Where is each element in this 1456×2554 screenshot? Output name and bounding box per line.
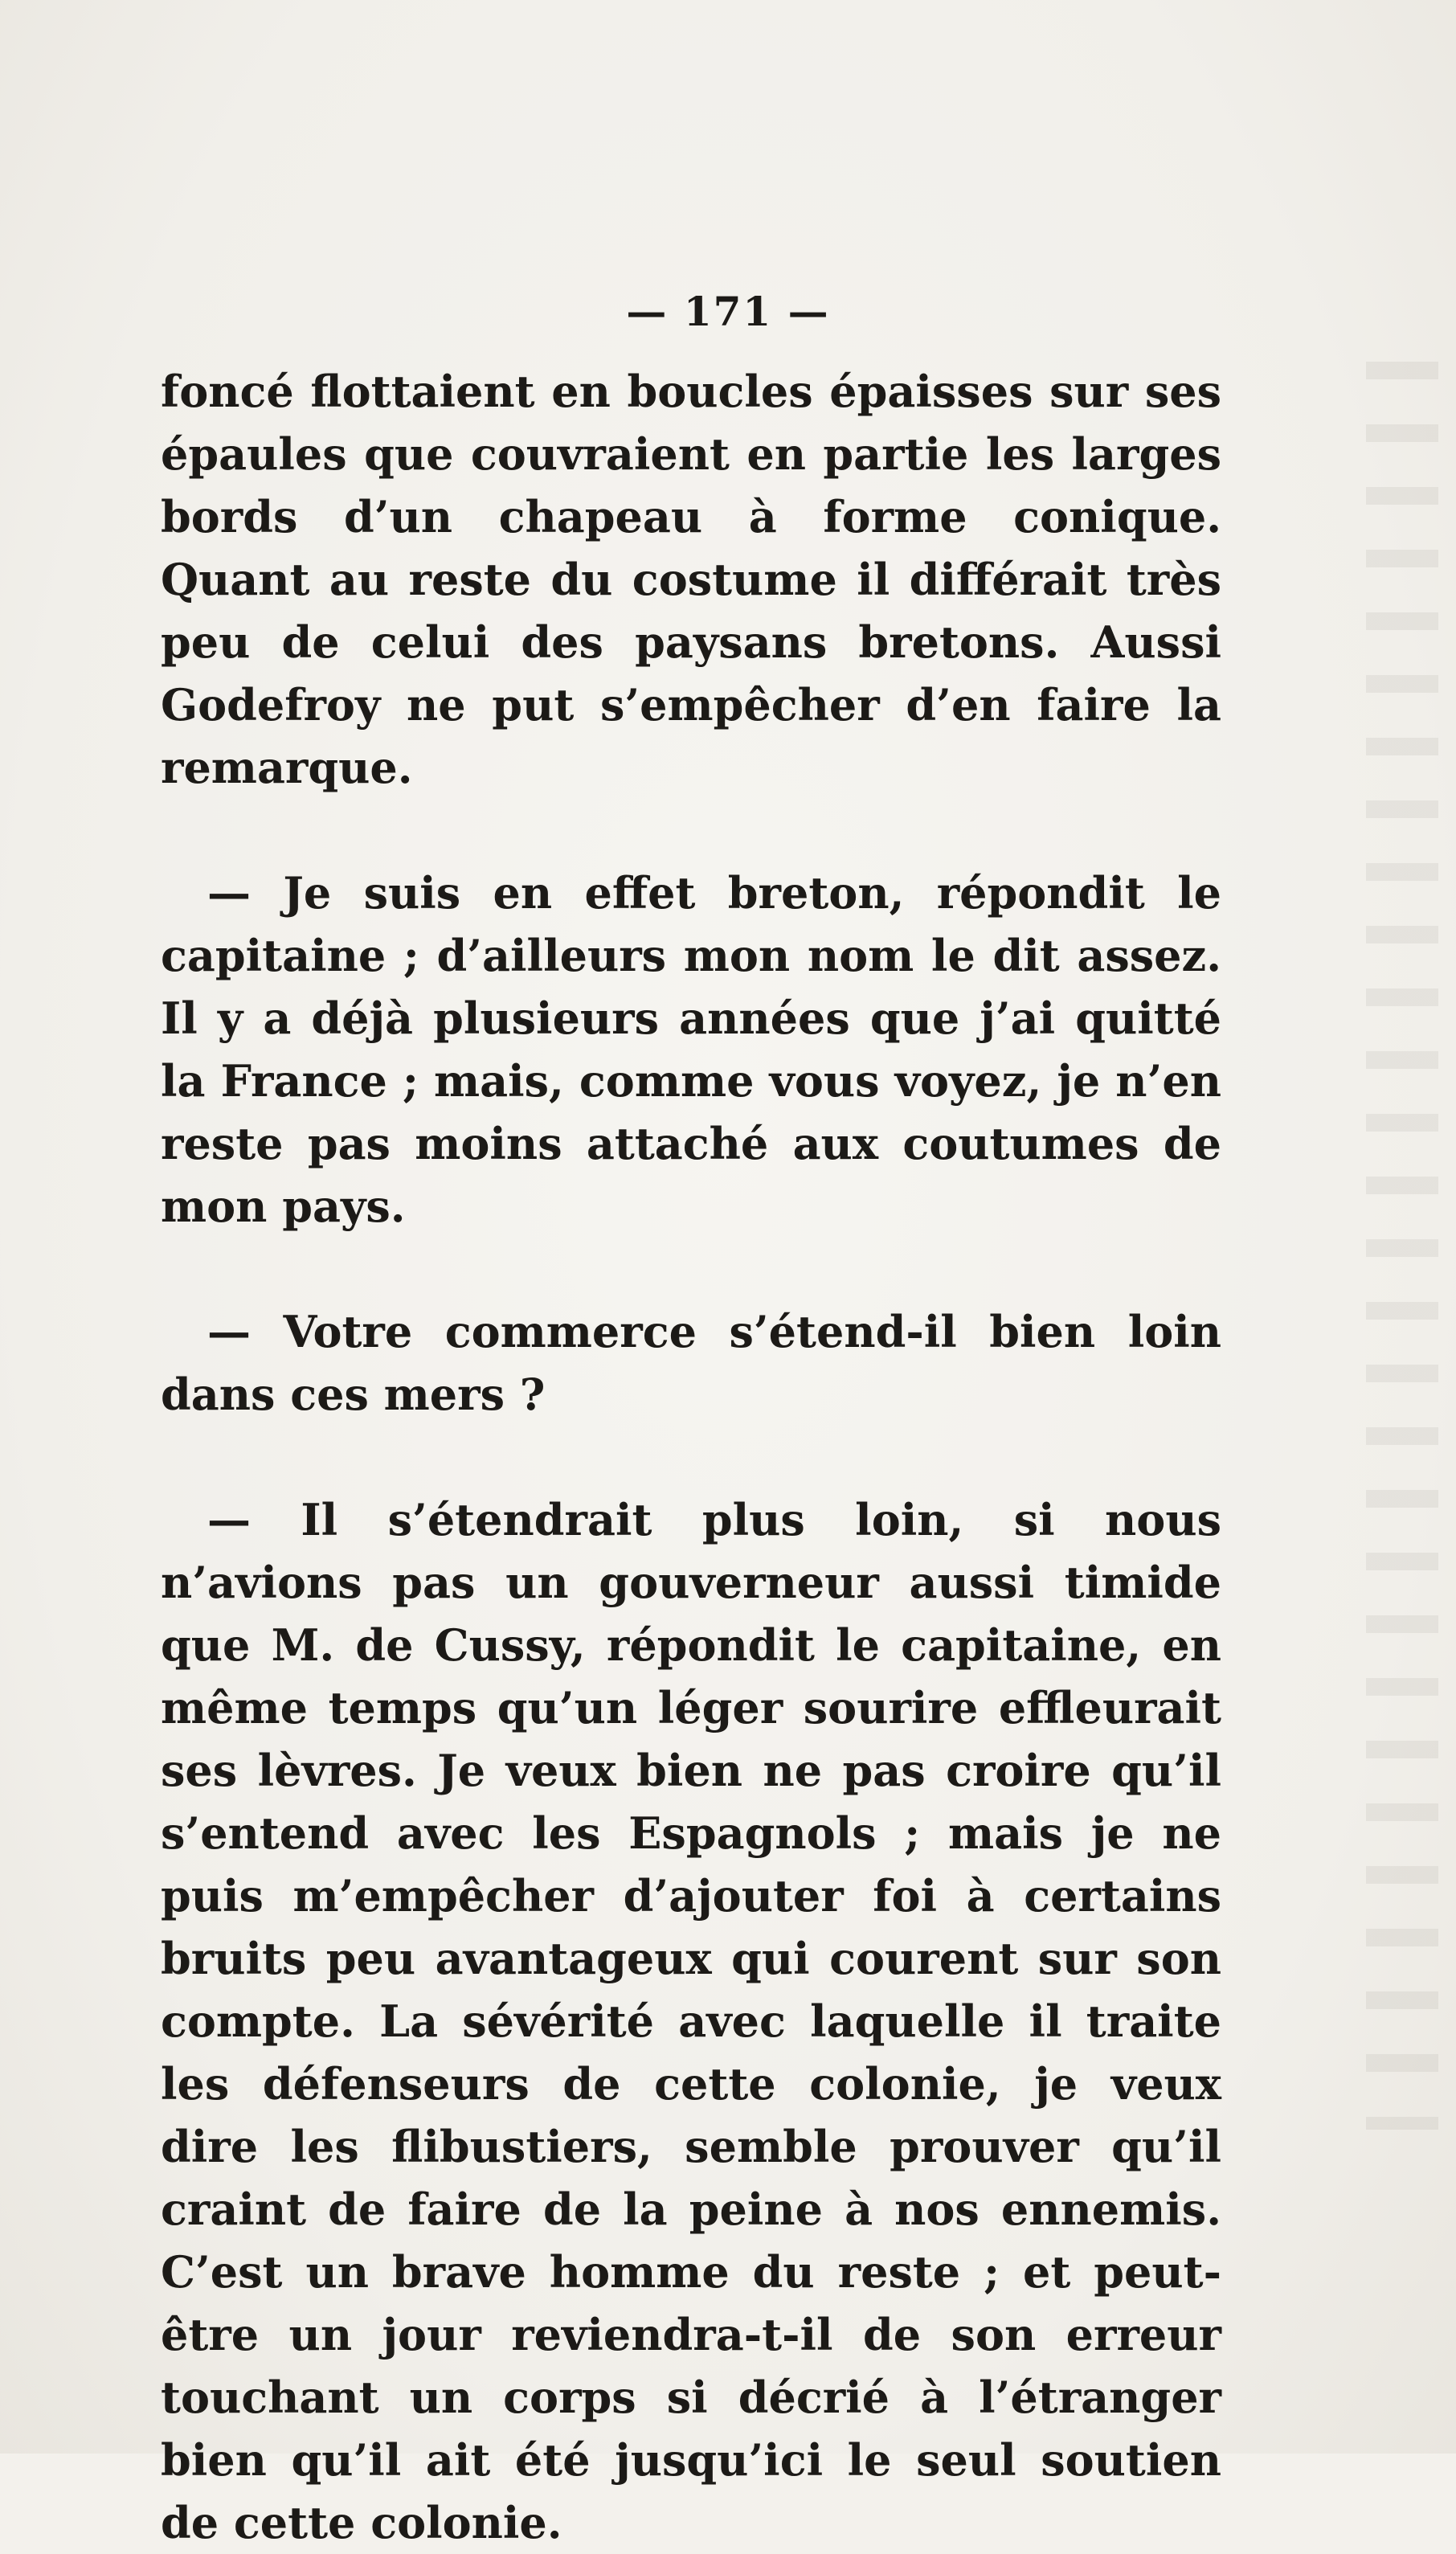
paragraph-2: — Je suis en effet breton, répondit le capitaine ; d’ailleurs mon nom le dit assez. Il y a déjà plusieurs années que j’ai quitté la France ; mais, comme vous voyez, je n’en reste pas moins attaché aux coutumes de mon pays. [161,867,1221,1232]
bleed-through-shadow [1366,362,1438,2130]
page-number: — 171 — [626,288,830,335]
body-text [161,360,1221,2554]
paragraph-3: — Votre commerce s’étend-il bien loin dans ces mers ? [161,1306,1221,1420]
paragraph-1: foncé flottaient en boucles épaisses sur ses épaules que couvraient en partie les larges bords d’un chapeau à forme conique. Quant au reste du costume il différait très peu de celui des paysans bretons. Aussi Godefroy ne put s’empêcher d’en faire la remarque. [161,366,1221,793]
paragraph-4: — Il s’étendrait plus loin, si nous n’avions pas un gouverneur aussi timide que M. de Cussy, répondit le capitaine, en même temps qu’un léger sourire effleurait ses lèvres. Je veux bien ne pas croire qu’il s’entend avec les Espagnols ; mais je ne puis m’empêcher d’ajouter foi à certains bruits peu avantageux qui courent sur son compte. La sévérité avec laquelle il traite les défenseurs de cette colonie, je veux dire les flibustiers, semble prouver qu’il craint de faire de la peine à nos ennemis. C’est un brave homme du reste ; et peut-être un jour reviendra-t-il de son erreur touchant un corps si décrié à l’étranger bien qu’il ait été jusqu’ici le seul soutien de cette colonie. [161,1494,1221,2548]
